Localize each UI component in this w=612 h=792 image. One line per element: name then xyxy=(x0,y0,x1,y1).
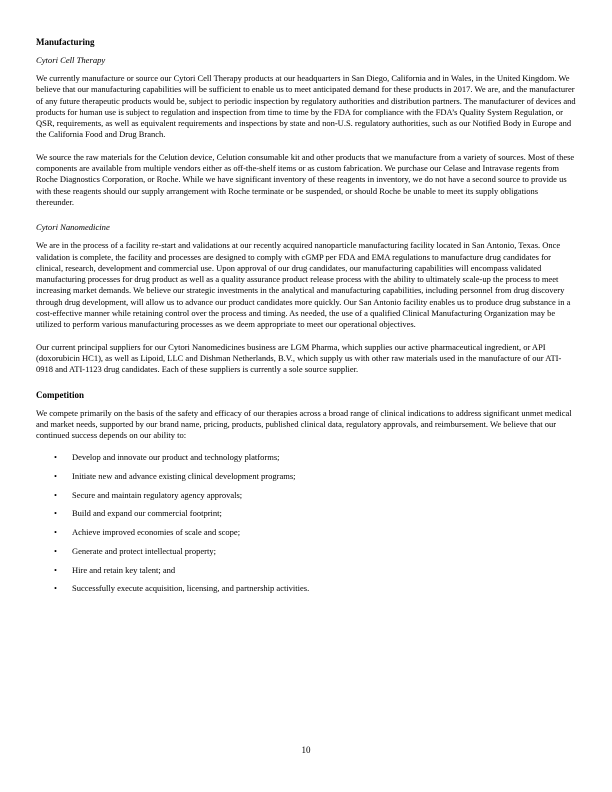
list-item xyxy=(36,490,576,501)
nanomedicine-paragraph-2: Our current principal suppliers for our Cytori Nanomedicines business are LGM Pharma, which supplies our active pharmaceutical ingredient, or API (doxorubicin HC1), as well as Lipoid, LLC and Dishman Netherlands, B.V., which supply us with other raw materials used in the manufacture of our ATI-0918 and ATI-1123 drug candidates. Each of these suppliers is currently a sole source supplier. xyxy=(36,341,562,375)
list-item xyxy=(36,452,576,463)
list-item-text: Generate and protect intellectual property; xyxy=(72,545,216,556)
bullet-icon: • xyxy=(54,583,57,594)
bullet-icon: • xyxy=(54,564,57,575)
nanomedicine-paragraph-1: We are in the process of a facility re-start and validations at our recently acquired nanoparticle manufacturing facility located in San Antonio, Texas. Once validation is complete, the facility and processes are designed to comply with cGMP per FDA and EMA regulations to manufacture drug candidates for clinical, research, development and commercial use. Upon approval of our drug candidates, our manufacturing capabilities will encompass validated manufacturing processes for drug product as well as a quality assurance product release process with the ability to ultimately scale-up the process to meet increasing market demands. We believe our strategic investments in the analytical and manufacturing capabilities, including personnel from drug discovery through drug development, will allow us to advance our product candidates more quickly. Our San Antonio facility enables us to produce drug substance in a cost-effective manner while retaining control over the process and timing. As needed, the use of a qualified Clinical Manufacturing Organization may be utilized to perform various manufacturing processes as we deem appropriate to meet our operational objectives. xyxy=(36,240,571,330)
list-item-text: Build and expand our commercial footprint; xyxy=(72,508,222,519)
competition-heading: Competition xyxy=(36,389,84,400)
competition-bullet-list xyxy=(36,452,576,594)
bullet-icon: • xyxy=(54,545,57,556)
list-item xyxy=(36,565,576,576)
document-page xyxy=(36,37,576,602)
list-item xyxy=(36,471,576,482)
list-item-text: Initiate new and advance existing clinical development programs; xyxy=(72,471,296,482)
list-item-text: Secure and maintain regulatory agency approvals; xyxy=(72,489,243,500)
list-item-text: Successfully execute acquisition, licensing, and partnership activities. xyxy=(72,583,310,594)
bullet-icon: • xyxy=(54,471,57,482)
bullet-icon: • xyxy=(54,527,57,538)
list-item-text: Develop and innovate our product and technology platforms; xyxy=(72,452,280,463)
list-item xyxy=(36,508,576,519)
page-number: 10 xyxy=(301,745,311,755)
competition-section xyxy=(36,390,576,595)
list-item xyxy=(36,527,576,538)
cell-therapy-paragraph-2: We source the raw materials for the Celution device, Celution consumable kit and other products that we manufacture from a variety of sources. Most of these components are available from multiple vendors either as off-the-shelf items or as custom fabrication. We purchase our Celase and Intravase regents from Roche Diagnostics Corporation, or Roche. While we have significant inventory of these reagents in inventory, we do not have a second source to provide us with these reagents should our supply arrangement with Roche terminate or be suspended, or should Roche be unable to meet its supply obligations thereunder. xyxy=(36,151,575,207)
cell-therapy-paragraph-1: We currently manufacture or source our Cytori Cell Therapy products at our headquarters in San Diego, California and in Wales, in the United Kingdom. We believe that our manufacturing capabilities will be sufficient to enable us to meet anticipated demand for these products in 2017. We are, and the manufacturer of any future therapeutic products would be, subject to periodic inspection by regulatory authorities and distribution partners. The manufacturer of devices and products for human use is subject to regulation and inspection from time to time by the FDA for compliance with the FDA’s Quality System Regulation, or QSR, requirements, as well as equivalent requirements and inspections by state and non-U.S. regulatory authorities, such as our Notified Body in Europe and the California Food and Drug Branch. xyxy=(36,73,576,140)
cell-therapy-subheading: Cytori Cell Therapy xyxy=(36,55,106,65)
bullet-icon: • xyxy=(54,489,57,500)
nanomedicine-subheading: Cytori Nanomedicine xyxy=(36,222,110,233)
list-item-text: Hire and retain key talent; and xyxy=(72,564,176,575)
list-item xyxy=(36,583,576,594)
competition-intro: We compete primarily on the basis of the safety and efficacy of our therapies across a broad range of clinical indications to address significant unmet medical and market needs, supported by our brand name, pricing, products, published clinical data, regulatory approvals, and reimbursement. We believe that our continued success depends on our ability to: xyxy=(36,407,572,441)
bullet-icon: • xyxy=(54,508,57,519)
list-item xyxy=(36,546,576,557)
manufacturing-section xyxy=(36,37,576,376)
bullet-icon: • xyxy=(54,452,57,463)
list-item-text: Achieve improved economies of scale and scope; xyxy=(72,527,241,538)
manufacturing-heading: Manufacturing xyxy=(36,37,95,47)
